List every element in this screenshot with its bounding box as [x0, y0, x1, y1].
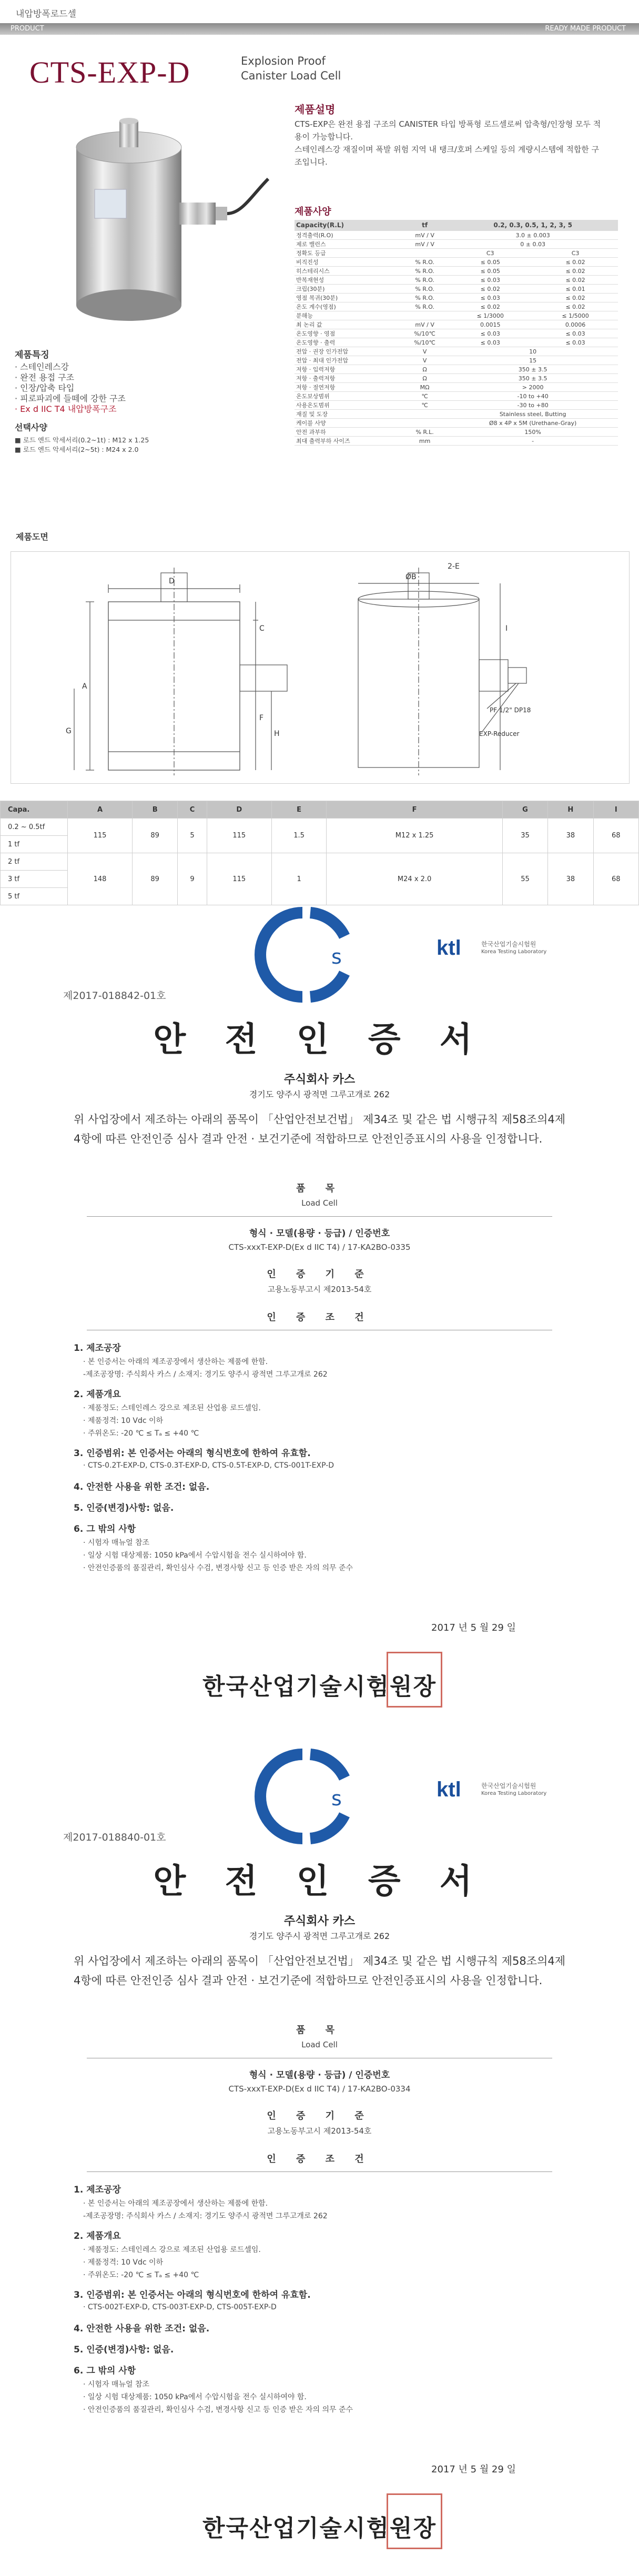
- spec-value: 15: [448, 356, 618, 365]
- condition-heading: 2. 제품개요: [74, 1389, 121, 1400]
- dim-label-2e: 2-E: [448, 562, 460, 571]
- condition-heading: 3. 인증범위: 본 인증서는 아래의 형식번호에 한하여 유효함.: [74, 1448, 311, 1459]
- condition-line: · 주위온도: -20 ℃ ≤ Tₐ ≤ +40 ℃: [83, 1429, 199, 1438]
- spec-row: [295, 356, 618, 365]
- standard-label: 인 증 기 준: [267, 1269, 372, 1280]
- spec-value: > 2000: [448, 383, 618, 392]
- conditions-label: 인 증 조 건: [267, 2154, 372, 2165]
- spec-value: ≤ 0.03: [533, 338, 618, 347]
- spec-row: [295, 276, 618, 285]
- standard-label: 인 증 기 준: [267, 2110, 372, 2122]
- spec-row: [295, 329, 618, 338]
- dimension-value: 68: [593, 853, 638, 905]
- spec-unit: %/10℃: [402, 338, 448, 347]
- svg-text:s: s: [331, 1787, 342, 1810]
- spec-row: [295, 419, 618, 428]
- company-address: 경기도 양주시 광적면 그루고개로 262: [249, 1931, 390, 1941]
- condition-line: · 시험자 매뉴얼 참조: [83, 1539, 149, 1547]
- spec-header-values: 0.2, 0.3, 0.5, 1, 2, 3, 5: [448, 220, 618, 231]
- dimension-value: 115: [207, 853, 271, 905]
- spec-row: [295, 392, 618, 401]
- options-list: [15, 436, 288, 454]
- condition-heading: 1. 제조공장: [74, 2185, 121, 2195]
- model-label: 형식 · 모델(용량 · 등급) / 인증번호: [249, 2070, 390, 2080]
- spec-row: [295, 267, 618, 276]
- spec-row: [295, 320, 618, 329]
- certificate-title: 안 전 인 증 서: [153, 1021, 486, 1059]
- spec-unit: % R.O.: [402, 267, 448, 276]
- spec-param: 크립(30분): [295, 285, 402, 294]
- dimension-value: 9: [178, 853, 207, 905]
- dimension-value: 5: [178, 819, 207, 853]
- spec-param: 분해능: [295, 311, 402, 320]
- spec-param: 정확도 등급: [295, 249, 402, 258]
- condition-heading: 1. 제조공장: [74, 1343, 121, 1353]
- spec-param: 사용온도범위: [295, 401, 402, 410]
- spec-value: Ø8 x 4P x 5M (Urethane-Gray): [448, 419, 618, 428]
- spec-value: ≤ 0.03: [448, 294, 533, 302]
- dimension-table: [0, 801, 639, 905]
- condition-heading: 6. 그 밖의 사항: [74, 1524, 136, 1534]
- spec-value: ≤ 0.01: [533, 285, 618, 294]
- spec-unit: mV / V: [402, 320, 448, 329]
- dimension-value: 115: [207, 819, 271, 853]
- condition-line: · CTS-002T-EXP-D, CTS-003T-EXP-D, CTS-005T-EXP-D: [83, 2303, 277, 2311]
- issue-date: 2017 년 5 월 29 일: [431, 1622, 516, 1633]
- condition-line: · 시험자 매뉴얼 참조: [83, 2380, 149, 2389]
- condition-heading: 5. 인증(변경)사항: 없음.: [74, 1503, 174, 1513]
- dimension-header-cell: C: [178, 801, 207, 819]
- spec-unit: [402, 249, 448, 258]
- spec-value: 3.0 ± 0.003: [448, 231, 618, 240]
- spec-row: [295, 338, 618, 347]
- spec-param: 최 논리 값: [295, 320, 402, 329]
- dimension-value: M24 x 2.0: [327, 853, 502, 905]
- spec-header-capacity: Capacity(R.L): [295, 220, 402, 231]
- spec-unit: % R.O.: [402, 302, 448, 311]
- dimension-header-cell: H: [548, 801, 593, 819]
- pf-thread-label: PF 1/2" DP18: [490, 706, 531, 714]
- item-label: 품 목: [296, 2025, 343, 2036]
- spec-unit: % R.O.: [402, 285, 448, 294]
- spec-unit: [402, 311, 448, 320]
- condition-line: · 안전인증품의 품질관리, 확인심사 수검, 변경사항 신고 등 인증 받은 자의 의무 준수: [83, 2406, 353, 2414]
- subtitle-line1: Explosion Proof: [241, 55, 326, 67]
- description-line: CTS-EXP은 완전 용접 구조의 CANISTER 타입 방폭형 로드셀로써 압축형/인장형 모두 적: [295, 119, 601, 129]
- dimension-header-cell: E: [271, 801, 327, 819]
- spec-unit: mm: [402, 437, 448, 446]
- ready-made-label: READY MADE PRODUCT: [545, 25, 626, 33]
- spec-param: 케이블 사양: [295, 419, 402, 428]
- condition-line: · 본 인증서는 아래의 제조공장에서 생산하는 제품에 한함.: [83, 2199, 268, 2208]
- model-title: CTS-EXP-D: [29, 55, 190, 89]
- spec-unit: [402, 419, 448, 428]
- condition-heading: 5. 인증(변경)사항: 없음.: [74, 2345, 174, 2355]
- description-line: 스테인레스강 재질이며 폭발 위험 지역 내 탱크/호퍼 스케일 등의 계량시스템에 적합한 구: [295, 145, 600, 154]
- capacity-cell: 3 tf: [1, 871, 68, 888]
- subtitle-line2: Canister Load Cell: [241, 69, 341, 82]
- spec-param: 정격출력(R.O): [295, 231, 402, 240]
- capacity-cell: 0.2 ~ 0.5tf: [1, 819, 68, 836]
- spec-param: 최대 출력부하 사이즈: [295, 437, 402, 446]
- description-body: [295, 118, 615, 168]
- certificate-title: 안 전 인 증 서: [153, 1862, 486, 1901]
- top-bar: [0, 0, 639, 23]
- spec-row: [295, 401, 618, 410]
- divider: [87, 1216, 552, 1217]
- spec-unit: [402, 410, 448, 419]
- condition-line: · 제품정격: 10 Vdc 이하: [83, 1417, 164, 1425]
- issuer-name: 한국산업기술시험원장: [202, 1673, 437, 1700]
- certificate-number: 제2017-018840-01호: [63, 1832, 166, 1843]
- model-label: 형식 · 모델(용량 · 등급) / 인증번호: [249, 1228, 390, 1239]
- dimension-value: 35: [502, 819, 547, 853]
- dim-label-a: A: [82, 682, 87, 691]
- spec-unit: % R.O.: [402, 294, 448, 302]
- dimension-header-cell: A: [68, 801, 133, 819]
- option-item: ■ 로드 엔드 악세서리(0.2~1t) : M12 x 1.25: [15, 436, 149, 444]
- spec-value: C3: [448, 249, 533, 258]
- conditions-label: 인 증 조 건: [267, 1312, 372, 1323]
- spec-header-unit: tf: [402, 220, 448, 231]
- spec-param: 반복재현성: [295, 276, 402, 285]
- spec-unit: mV / V: [402, 231, 448, 240]
- feature-item: · 완전 용접 구조: [15, 372, 75, 382]
- company-address: 경기도 양주시 광적면 그루고개로 262: [249, 1089, 390, 1099]
- item-value: Load Cell: [301, 1198, 338, 1208]
- company-name: 주식회사 카스: [283, 1915, 356, 1928]
- dimension-value: 89: [132, 819, 177, 853]
- spec-param: 비직진성: [295, 258, 402, 267]
- spec-value: ≤ 0.05: [448, 258, 533, 267]
- spec-value: ≤ 0.05: [448, 267, 533, 276]
- spec-value: ≤ 0.03: [533, 329, 618, 338]
- spec-row: [295, 285, 618, 294]
- ktl-name-en: Korea Testing Laboratory: [481, 949, 547, 955]
- spec-param: 재질 및 도장: [295, 410, 402, 419]
- spec-value: 0 ± 0.03: [448, 240, 618, 249]
- certificate-number: 제2017-018842-01호: [63, 990, 166, 1002]
- condition-heading: 2. 제품개요: [74, 2231, 121, 2241]
- spec-value: C3: [533, 249, 618, 258]
- dimension-value: 1.5: [271, 819, 327, 853]
- product-label: PRODUCT: [11, 25, 44, 33]
- dimension-header-cell: F: [327, 801, 502, 819]
- condition-line: · CTS-0.2T-EXP-D, CTS-0.3T-EXP-D, CTS-0.5T-EXP-D, CTS-001T-EXP-D: [83, 1461, 334, 1470]
- option-item: ■ 로드 엔드 악세서리(2~5t) : M24 x 2.0: [15, 446, 139, 453]
- ktl-logo: ktl: [437, 1778, 461, 1801]
- issue-date: 2017 년 5 월 29 일: [431, 2464, 516, 2475]
- dimension-value: 55: [502, 853, 547, 905]
- item-value: Load Cell: [301, 2040, 338, 2049]
- svg-text:s: s: [331, 945, 342, 968]
- ktl-name-ko: 한국산업기술시험원: [481, 941, 536, 948]
- certificate-paragraph: 위 사업장에서 제조하는 아래의 품목이 「산업안전보건법」 제34조 및 같은 법 시행규칙 제58조의4제4항에 따른 안전인증 심사 결과 안전 · 보건기준에 적합하므로 안전인증표시의 사용을 인정합니다.: [74, 1113, 565, 1145]
- spec-value: 350 ± 3.5: [448, 365, 618, 374]
- dimension-header-cell: I: [593, 801, 638, 819]
- spec-value: ≤ 0.02: [448, 302, 533, 311]
- spec-param: 영점 복귀(30분): [295, 294, 402, 302]
- spec-value: 10: [448, 347, 618, 356]
- spec-row: [295, 258, 618, 267]
- spec-value: -: [448, 437, 618, 446]
- spec-unit: % R.O.: [402, 276, 448, 285]
- divider: [87, 2171, 552, 2172]
- spec-row: [295, 347, 618, 356]
- dim-label-dia: ØB: [405, 573, 417, 581]
- condition-line: · 제품정도: 스테인레스 강으로 제조된 산업용 로드셀임.: [83, 1404, 261, 1412]
- spec-param: 저항 · 입력저항: [295, 365, 402, 374]
- spec-unit: V: [402, 356, 448, 365]
- dimension-value: 38: [548, 819, 593, 853]
- spec-param: 전압 · 최대 인가전압: [295, 356, 402, 365]
- spec-unit: mV / V: [402, 240, 448, 249]
- spec-value: ≤ 1/3000: [448, 311, 533, 320]
- spec-value: ≤ 0.02: [448, 285, 533, 294]
- spec-param: 히스테리시스: [295, 267, 402, 276]
- dimension-value: 89: [132, 853, 177, 905]
- dimension-header-cell: B: [132, 801, 177, 819]
- spec-param: 안전 과부하: [295, 428, 402, 437]
- spec-value: ≤ 0.02: [533, 276, 618, 285]
- kc-mark-logo: [252, 905, 358, 1005]
- dim-label-h: H: [274, 730, 280, 738]
- dimension-row: [1, 853, 639, 871]
- spec-row: [295, 365, 618, 374]
- spec-title: 제품사양: [295, 206, 331, 217]
- spec-value: -10 to +40: [448, 392, 618, 401]
- spec-value: ≤ 0.03: [448, 329, 533, 338]
- spec-unit: MΩ: [402, 383, 448, 392]
- condition-line: · 일상 시험 대상제품: 1050 kPa에서 수압시험을 전수 실시하여야 함.: [83, 1551, 307, 1560]
- dimension-header-cell: G: [502, 801, 547, 819]
- spec-value: 0.0006: [533, 320, 618, 329]
- features-list: [15, 362, 278, 415]
- spec-row: [295, 302, 618, 311]
- condition-line: · 안전인증품의 품질관리, 확인심사 수검, 변경사항 신고 등 인증 받은 자의 의무 준수: [83, 1564, 353, 1572]
- spec-value: ≤ 0.02: [533, 294, 618, 302]
- technical-drawing: [11, 551, 630, 784]
- dimension-row: [1, 819, 639, 836]
- condition-line: · 주위온도: -20 ℃ ≤ Tₐ ≤ +40 ℃: [83, 2271, 199, 2279]
- section-bar: [0, 23, 639, 35]
- condition-heading: 3. 인증범위: 본 인증서는 아래의 형식번호에 한하여 유효함.: [74, 2290, 311, 2300]
- condition-line: · 일상 시험 대상제품: 1050 kPa에서 수압시험을 전수 실시하여야 함.: [83, 2393, 307, 2401]
- feature-item: · 피로파괴에 들떼에 강한 구조: [15, 393, 126, 403]
- feature-item: · 스테인레스강: [15, 362, 69, 372]
- dimension-value: 38: [548, 853, 593, 905]
- spec-unit: % R.L.: [402, 428, 448, 437]
- dim-label-d: D: [169, 577, 175, 585]
- spec-unit: % R.O.: [402, 258, 448, 267]
- dimension-header-row: [1, 801, 639, 819]
- exp-reducer-label: EXP-Reducer: [479, 730, 520, 738]
- spec-param: 온도영향 · 영점: [295, 329, 402, 338]
- spec-row: [295, 383, 618, 392]
- kc-mark-logo: [252, 1746, 358, 1846]
- condition-heading: 4. 안전한 사용을 위한 조건: 없음.: [74, 1482, 210, 1492]
- spec-value: 350 ± 3.5: [448, 374, 618, 383]
- category-label: 내압방폭로드셀: [16, 9, 76, 19]
- description-line: 용이 가능합니다.: [295, 132, 353, 142]
- spec-row: [295, 374, 618, 383]
- standard-value: 고용노동부고시 제2013-54호: [267, 2126, 372, 2136]
- spec-row: [295, 437, 618, 446]
- capacity-cell: 1 tf: [1, 836, 68, 853]
- spec-value: ≤ 0.03: [448, 338, 533, 347]
- dimension-value: M12 x 1.25: [327, 819, 502, 853]
- condition-line: · 본 인증서는 아래의 제조공장에서 생산하는 제품에 한함.: [83, 1358, 268, 1366]
- spec-value: ≤ 0.02: [533, 258, 618, 267]
- dimension-header-cell: Capa.: [1, 801, 68, 819]
- dim-label-c: C: [259, 624, 265, 633]
- spec-header-row: [295, 220, 618, 231]
- spec-value: Stainless steel, Butting: [448, 410, 618, 419]
- feature-item: · 인장/압축 타입: [15, 383, 75, 393]
- spec-param: 저항 · 출력저항: [295, 374, 402, 383]
- spec-unit: V: [402, 347, 448, 356]
- dimension-value: 115: [68, 819, 133, 853]
- spec-param: 온도 계수(영점): [295, 302, 402, 311]
- certificate-paragraph: 위 사업장에서 제조하는 아래의 품목이 「산업안전보건법」 제34조 및 같은 법 시행규칙 제58조의4제4항에 따른 안전인증 심사 결과 안전 · 보건기준에 적합하므로 안전인증표시의 사용을 인정합니다.: [74, 1955, 565, 1987]
- spec-value: 150%: [448, 428, 618, 437]
- ktl-name-en: Korea Testing Laboratory: [481, 1791, 547, 1796]
- model-value: CTS-xxxT-EXP-D(Ex d IIC T4) / 17-KA2BO-0334: [228, 2084, 411, 2094]
- spec-unit: Ω: [402, 374, 448, 383]
- condition-line: -제조공장명: 주식회사 카스 / 소재지: 경기도 양주시 광적면 그루고개로 262: [83, 2212, 328, 2220]
- condition-line: · 제품정도: 스테인레스 강으로 제조된 산업용 로드셀임.: [83, 2246, 261, 2254]
- item-label: 품 목: [296, 1183, 343, 1194]
- dim-label-g: G: [66, 727, 72, 735]
- standard-value: 고용노동부고시 제2013-54호: [267, 1285, 372, 1294]
- feature-item: · Ex d IIC T4 내압방폭구조: [15, 404, 117, 414]
- product-photo: [37, 110, 273, 331]
- spec-param: 온도보상범위: [295, 392, 402, 401]
- condition-heading: 6. 그 밖의 사항: [74, 2366, 136, 2376]
- description-line: 조입니다.: [295, 157, 328, 167]
- condition-line: -제조공장명: 주식회사 카스 / 소재지: 경기도 양주시 광적면 그루고개로 262: [83, 1370, 328, 1379]
- ktl-name-ko: 한국산업기술시험원: [481, 1782, 536, 1790]
- company-name: 주식회사 카스: [283, 1073, 356, 1086]
- spec-value: -30 to +80: [448, 401, 618, 410]
- spec-unit: ℃: [402, 392, 448, 401]
- spec-row: [295, 311, 618, 320]
- dimension-value: 1: [271, 853, 327, 905]
- drawing-title: 제품도면: [16, 532, 48, 542]
- dimension-header-cell: D: [207, 801, 271, 819]
- capacity-cell: 5 tf: [1, 888, 68, 905]
- spec-value: ≤ 0.02: [533, 267, 618, 276]
- issuer-name: 한국산업기술시험원장: [202, 2515, 437, 2542]
- spec-value: 0.0015: [448, 320, 533, 329]
- description-title: 제품설명: [295, 103, 336, 116]
- spec-value: ≤ 0.02: [533, 302, 618, 311]
- spec-table: [295, 220, 618, 446]
- dim-label-f: F: [259, 714, 264, 722]
- spec-row: [295, 240, 618, 249]
- options-title: 선택사양: [15, 422, 47, 432]
- spec-row: [295, 410, 618, 419]
- official-seal: [387, 1652, 442, 1708]
- dimension-value: 148: [68, 853, 133, 905]
- condition-heading: 4. 안전한 사용을 위한 조건: 없음.: [74, 2324, 210, 2334]
- dimension-value: 68: [593, 819, 638, 853]
- spec-value: ≤ 0.03: [448, 276, 533, 285]
- condition-line: · 제품정격: 10 Vdc 이하: [83, 2258, 164, 2267]
- spec-param: 저항 · 절연저항: [295, 383, 402, 392]
- dim-label-i: I: [505, 624, 508, 633]
- spec-row: [295, 428, 618, 437]
- spec-param: 전압 · 권장 인가전압: [295, 347, 402, 356]
- ktl-logo: ktl: [437, 936, 461, 959]
- spec-param: 온도영향 · 출력: [295, 338, 402, 347]
- spec-row: [295, 249, 618, 258]
- spec-row: [295, 231, 618, 240]
- capacity-cell: 2 tf: [1, 853, 68, 871]
- spec-param: 제로 밸런스: [295, 240, 402, 249]
- spec-unit: ℃: [402, 401, 448, 410]
- spec-unit: Ω: [402, 365, 448, 374]
- spec-row: [295, 294, 618, 302]
- model-value: CTS-xxxT-EXP-D(Ex d IIC T4) / 17-KA2BO-0335: [228, 1242, 411, 1252]
- spec-value: ≤ 1/5000: [533, 311, 618, 320]
- features-title: 제품특징: [15, 350, 49, 360]
- official-seal: [387, 2493, 442, 2549]
- spec-unit: %/10℃: [402, 329, 448, 338]
